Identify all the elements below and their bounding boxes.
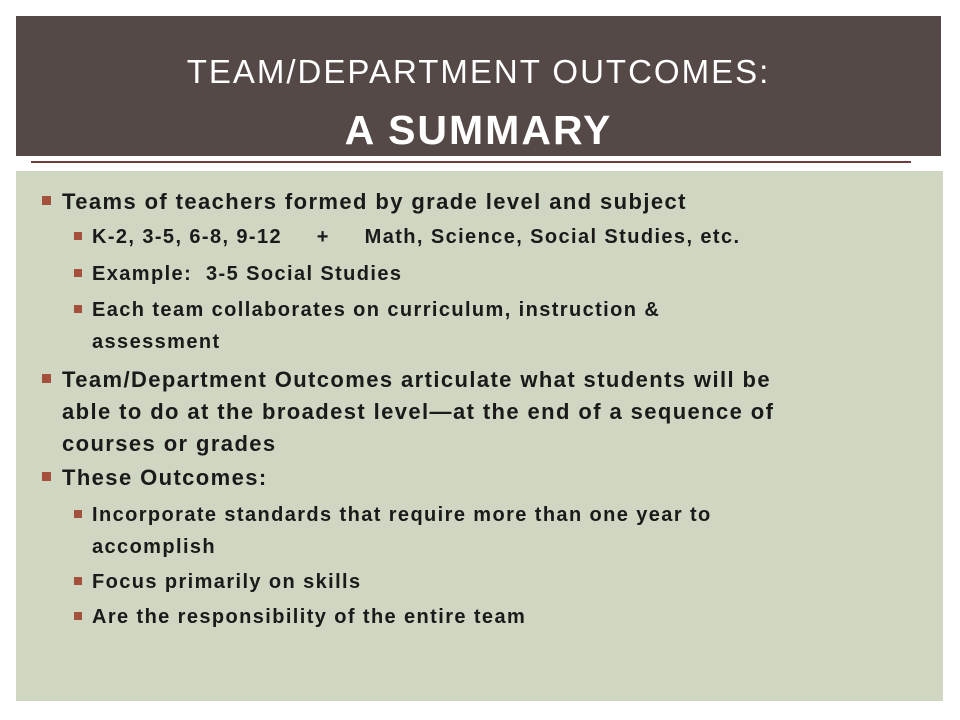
emphasis-text: broadest xyxy=(262,399,367,424)
sub-bullet-item xyxy=(92,499,912,563)
bullet-text: courses or grades xyxy=(62,431,277,456)
sub-bullet-item xyxy=(92,566,912,598)
square-bullet-icon xyxy=(74,612,82,620)
slide-subtitle: A SUMMARY xyxy=(344,107,613,153)
bullet-text: These Outcomes: xyxy=(62,465,268,490)
bullet-text xyxy=(62,396,912,428)
sub-bullet-text: Each team collaborates on curriculum, instruction & xyxy=(92,299,661,321)
bullet-text: Teams of teachers formed by grade level and subject xyxy=(62,189,687,214)
sub-bullet-text: assessment xyxy=(92,331,221,353)
sub-bullet-text: Focus primarily on skills xyxy=(92,571,362,593)
sub-bullet-item xyxy=(92,294,912,358)
sub-bullet-text: Incorporate standards that require more than one year to xyxy=(92,504,712,526)
square-bullet-icon xyxy=(42,472,51,481)
square-bullet-icon xyxy=(74,269,82,277)
bullet-item xyxy=(62,364,912,460)
slide-title: TEAM/DEPARTMENT OUTCOMES: xyxy=(186,53,771,90)
square-bullet-icon xyxy=(74,232,82,240)
square-bullet-icon xyxy=(74,510,82,518)
bullet-text-part: level—at the end of a sequence of xyxy=(366,399,775,424)
sub-bullet-text: Are the responsibility of the entire team xyxy=(92,606,527,628)
title-bar xyxy=(16,16,941,156)
sub-bullet-item xyxy=(92,221,912,253)
bullet-item xyxy=(62,186,912,218)
bullet-item xyxy=(62,462,912,494)
sub-bullet-text: accomplish xyxy=(92,536,217,558)
bullet-text-part: able to do at the xyxy=(62,399,262,424)
square-bullet-icon xyxy=(42,196,51,205)
square-bullet-icon xyxy=(42,374,51,383)
sub-bullet-item xyxy=(92,601,912,633)
bullet-text: Team/Department Outcomes articulate what students will be xyxy=(62,367,771,392)
sub-bullet-text: K-2, 3-5, 6-8, 9-12 + Math, Science, Social Studies, etc. xyxy=(92,226,741,248)
square-bullet-icon xyxy=(74,577,82,585)
sub-bullet-item xyxy=(92,258,912,290)
title-divider xyxy=(31,161,911,163)
square-bullet-icon xyxy=(74,305,82,313)
sub-bullet-text: Example: 3-5 Social Studies xyxy=(92,263,403,285)
